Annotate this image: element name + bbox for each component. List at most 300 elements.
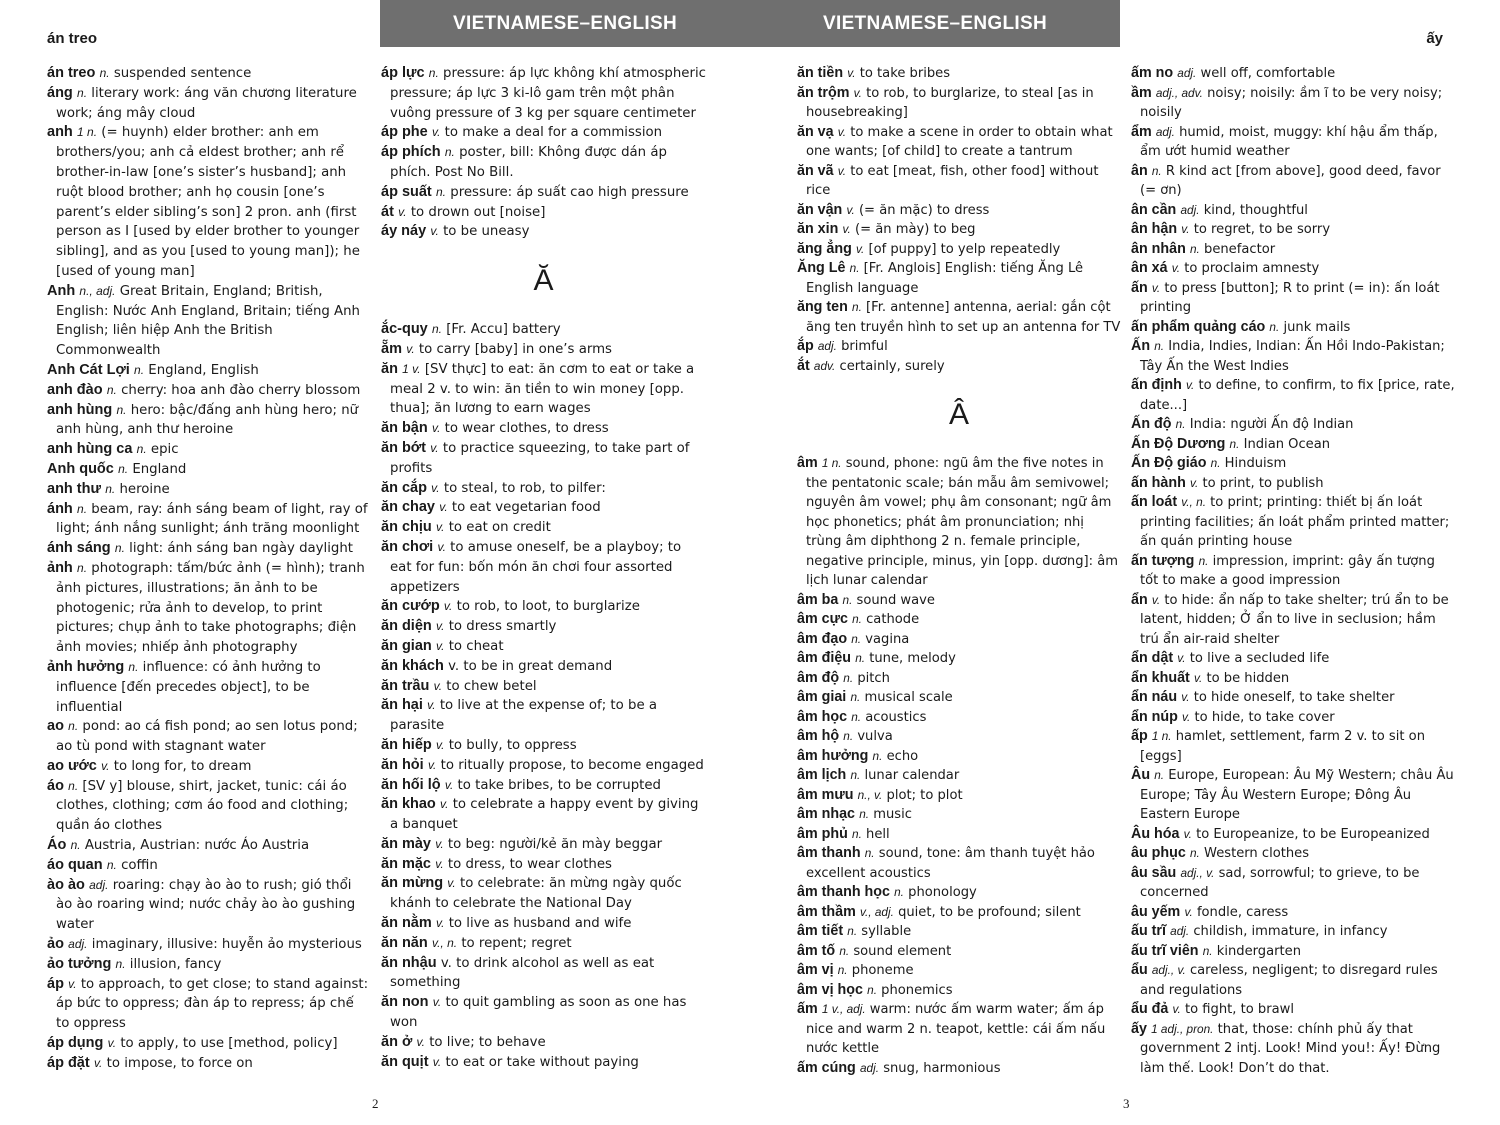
part-of-speech: n., v.	[857, 787, 883, 802]
headword: ăn mặc	[381, 855, 431, 872]
definition: to eat vegetarian food	[451, 500, 601, 516]
part-of-speech: v.	[1181, 690, 1190, 704]
definition: pitch	[857, 670, 890, 686]
headword: ăn cắp	[381, 479, 427, 496]
headword: ăn chay	[381, 499, 435, 516]
entry-group	[797, 454, 1121, 1078]
definition: kind, thoughtful	[1203, 202, 1308, 218]
definition: benefactor	[1204, 241, 1276, 257]
dictionary-entry	[381, 538, 706, 597]
headword: ảnh hưởng	[47, 658, 125, 675]
definition: quiet, to be profound; silent	[898, 904, 1081, 920]
headword: âm điệu	[797, 650, 852, 666]
definition: to Europeanize, to be Europeanized	[1196, 826, 1430, 842]
dictionary-entry	[1131, 942, 1456, 962]
part-of-speech: v.	[447, 876, 456, 891]
dictionary-entry	[47, 440, 371, 460]
definition: India: người Ấn độ Indian	[1189, 417, 1354, 432]
dictionary-entry	[1131, 591, 1456, 650]
dictionary-entry	[797, 747, 1121, 767]
definition: to drown out [noise]	[410, 204, 546, 220]
headword: ăn cướp	[381, 598, 440, 615]
dictionary-entry	[1131, 649, 1456, 669]
dictionary-entry	[1131, 708, 1456, 728]
part-of-speech: n.	[444, 145, 455, 160]
definition: fondle, caress	[1196, 904, 1289, 920]
headword: âm tố	[797, 942, 836, 959]
definition: to wear clothes, to dress	[444, 421, 609, 437]
part-of-speech: n.	[1151, 163, 1162, 178]
dictionary-entry	[1131, 64, 1456, 84]
dictionary-entry	[1131, 240, 1456, 260]
part-of-speech: n.	[1189, 241, 1200, 256]
part-of-speech: v.	[437, 539, 446, 554]
dictionary-entry	[381, 597, 706, 617]
headword: ăn hiếp	[381, 736, 432, 753]
dictionary-entry	[797, 123, 1121, 162]
dictionary-entry	[797, 805, 1121, 825]
part-of-speech: v.	[1183, 826, 1192, 841]
headword: âm hộ	[797, 728, 840, 744]
part-of-speech: adj., adv.	[1155, 85, 1203, 100]
headword: ẩm	[1131, 123, 1152, 140]
definition: tune, melody	[869, 651, 956, 666]
definition: coffin	[121, 857, 158, 873]
part-of-speech: n.	[134, 362, 145, 377]
dictionary-entry	[1131, 123, 1456, 162]
part-of-speech: n.	[128, 659, 139, 674]
part-of-speech: 1 adj., pron.	[1151, 1021, 1214, 1036]
headword: ăn vận	[797, 201, 843, 218]
right-page	[750, 0, 1500, 1125]
section-banner: VIETNAMESE–ENGLISH	[750, 0, 1120, 47]
dictionary-entry	[47, 717, 371, 757]
headword: ẩn náu	[1131, 689, 1178, 705]
part-of-speech: v.	[1151, 280, 1161, 295]
definition: [Fr. antenne] antenna, aerial: gắn cột ăng ten truyền hình to set up an antenna for TV	[806, 300, 1121, 335]
dictionary-entry	[381, 518, 706, 538]
letter-heading: Ă	[533, 264, 554, 298]
part-of-speech: n.	[843, 729, 854, 743]
headword: âm vị	[797, 962, 834, 978]
dictionary-entry	[381, 419, 706, 439]
headword: ăn mừng	[381, 875, 444, 892]
dictionary-entry	[47, 935, 371, 955]
dictionary-entry	[47, 460, 371, 480]
dictionary-entry	[47, 559, 371, 658]
definition: beam, ray: ánh sáng beam of light, ray of light; ánh nắng sunlight; ánh trăng moonlight	[56, 501, 368, 537]
headword: âm thanh	[797, 845, 861, 861]
dictionary-entry	[47, 480, 371, 500]
definition: to repent; regret	[461, 935, 572, 951]
dictionary-entry	[1131, 84, 1456, 123]
definition: sound element	[853, 943, 952, 959]
part-of-speech: v.	[406, 341, 415, 356]
part-of-speech: n.	[850, 768, 861, 782]
part-of-speech: 1 n.	[821, 456, 842, 470]
dictionary-entry	[797, 220, 1121, 240]
headword: âm hưởng	[797, 747, 869, 764]
definition: to hide: ẩn nấp to take shelter; trú ẩn to be latent, hidden; Ở ẩn to live in seclusion; hầm trú ẩn air-raid shelter	[1140, 592, 1449, 647]
dictionary-entry	[797, 240, 1121, 260]
headword: âm giai	[797, 689, 847, 705]
dictionary-entry	[1131, 435, 1456, 455]
definition: roaring: chạy ào ào to rush; gió thổi ào ào roaring wind; nước chảy ào ào gushing water	[56, 877, 356, 933]
part-of-speech: n.	[1198, 553, 1209, 568]
dictionary-entry	[381, 993, 706, 1033]
definition: certainly, surely	[839, 358, 945, 374]
definition: to eat [meat, fish, other food] without rice	[806, 163, 1099, 198]
headword: ầm	[1131, 84, 1152, 101]
headword: âm đạo	[797, 630, 848, 647]
part-of-speech: n.	[77, 85, 88, 100]
headword: ấm	[797, 1001, 818, 1017]
part-of-speech: n.	[1202, 943, 1213, 958]
dictionary-entry	[381, 795, 706, 835]
dictionary-entry	[47, 361, 371, 381]
part-of-speech: v.	[430, 224, 439, 239]
dictionary-entry	[381, 934, 706, 954]
definition: to proclaim amnesty	[1184, 261, 1320, 276]
dictionary-entry	[1131, 864, 1456, 903]
part-of-speech: n.	[1269, 319, 1280, 334]
dictionary-entry	[381, 479, 706, 499]
part-of-speech: v.	[1177, 651, 1186, 665]
dictionary-entry	[1131, 1000, 1456, 1020]
definition: acoustics	[865, 709, 927, 725]
headword: ấn	[1131, 279, 1148, 296]
dictionary-entry	[1131, 259, 1456, 279]
definition: phoneme	[851, 963, 914, 978]
dictionary-entry	[47, 975, 371, 1034]
headword: âu sầu	[1131, 864, 1177, 881]
entry-group	[381, 320, 706, 1072]
dictionary-entry	[47, 876, 371, 935]
definition: humid, moist, muggy: khí hậu ẩm thấp, ẩm ướt humid weather	[1140, 124, 1438, 159]
dictionary-entry	[47, 1054, 371, 1074]
part-of-speech: n.	[851, 631, 862, 646]
part-of-speech: 1 n.	[77, 125, 98, 140]
definition: to approach, to get close; to stand against: áp bức to oppress; đàn áp to repress; áp chế to oppress	[56, 976, 369, 1032]
part-of-speech: adj.	[817, 339, 837, 353]
part-of-speech: v.	[107, 1036, 117, 1051]
headword: anh hùng ca	[47, 441, 133, 458]
headword: áp suất	[381, 183, 432, 200]
headword: âm lịch	[797, 767, 847, 783]
dictionary-entry	[797, 844, 1121, 883]
dictionary-entry	[381, 143, 706, 183]
definition: to make a scene in order to obtain what one wants; [of child] to create a tantrum	[806, 124, 1113, 159]
part-of-speech: v.	[837, 163, 847, 178]
headword: âm độ	[797, 669, 840, 686]
dictionary-entry	[797, 64, 1121, 84]
dictionary-entry	[47, 658, 371, 717]
part-of-speech: n.	[1175, 417, 1186, 431]
headword: ấm cúng	[797, 1059, 856, 1076]
dictionary-entry	[381, 657, 706, 677]
definition: to steal, to rob, to pilfer:	[443, 480, 606, 496]
dictionary-entry	[47, 500, 371, 540]
part-of-speech: v.	[1186, 378, 1195, 392]
definition: to ritually propose, to become engaged	[440, 757, 704, 773]
part-of-speech: n.	[431, 322, 442, 337]
headword: ăn khách	[381, 657, 444, 674]
definition: warm: nước ấm warm water; ấm áp nice and warm 2 n. teapot, kettle: cái ấm nấu nước kettle	[806, 1002, 1106, 1056]
headword: Ấn độ	[1131, 416, 1172, 432]
headword: Ấn Độ Dương	[1131, 435, 1226, 452]
dictionary-entry	[381, 320, 706, 340]
part-of-speech: v.	[436, 638, 445, 653]
part-of-speech: v., n.	[1181, 495, 1206, 509]
dictionary-entry	[797, 454, 1121, 591]
headword: ăn chơi	[381, 538, 434, 555]
dictionary-entry	[381, 954, 706, 994]
dictionary-entry	[381, 756, 706, 776]
dictionary-entry	[1131, 669, 1456, 689]
dictionary-entry	[1131, 493, 1456, 552]
definition: to live at the expense of; to be a parasite	[390, 698, 657, 734]
dictionary-entry	[797, 591, 1121, 611]
definition: to be hidden	[1206, 670, 1290, 686]
definition: to make a deal for a commission	[444, 125, 663, 141]
definition: phonemics	[881, 982, 953, 998]
headword: ẩu đả	[1131, 1001, 1169, 1017]
headword: ao	[47, 718, 64, 735]
definition: vagina	[865, 631, 910, 647]
definition: to bully, to oppress	[448, 737, 577, 753]
headword: anh hùng	[47, 401, 113, 418]
dictionary-entry	[1131, 922, 1456, 942]
headword: ấu trĩ	[1131, 923, 1166, 939]
part-of-speech: v.	[1172, 1002, 1181, 1016]
definition: to live a secluded life	[1189, 651, 1330, 666]
headword: ăn non	[381, 994, 429, 1011]
part-of-speech: n.	[68, 778, 79, 793]
definition: careless, negligent; to disregard rules and regulations	[1140, 963, 1438, 998]
definition: v. to be in great demand	[448, 658, 613, 674]
part-of-speech: v.	[427, 757, 437, 772]
part-of-speech: n.	[859, 807, 870, 821]
dictionary-entry	[797, 259, 1121, 298]
dictionary-entry	[1131, 552, 1456, 591]
part-of-speech: adj.	[1155, 124, 1175, 139]
definition: influence: có ảnh hưởng to influence [đến precedes object], to be influential	[56, 659, 321, 715]
part-of-speech: v.	[1151, 592, 1161, 607]
definition: to practice squeezing, to take part of profits	[390, 440, 690, 476]
part-of-speech: n.	[106, 382, 117, 397]
headword: át	[381, 203, 394, 220]
headword: ắt	[797, 357, 810, 374]
headword: ánh sáng	[47, 540, 111, 557]
headword: ăn mày	[381, 835, 431, 852]
part-of-speech: n.	[894, 885, 904, 899]
definition: [Fr. Accu] battery	[446, 322, 561, 338]
definition: to regret, to be sorry	[1193, 222, 1331, 237]
dictionary-entry	[381, 637, 706, 657]
headword: âm cực	[797, 611, 848, 627]
headword: âm mưu	[797, 786, 854, 803]
dictionary-entry	[47, 777, 371, 836]
dictionary-entry	[797, 883, 1121, 903]
definition: well off, comfortable	[1200, 66, 1336, 81]
definition: music	[873, 807, 912, 822]
definition: echo	[886, 748, 919, 764]
headword: Anh	[47, 282, 76, 299]
part-of-speech: adj.	[1177, 66, 1197, 80]
headword: Áo	[47, 837, 67, 854]
headword: ẩu	[1131, 962, 1148, 978]
definition: noisy; noisily: ầm ĩ to be very noisy; noisily	[1140, 85, 1443, 120]
definition: to impose, to force on	[106, 1055, 253, 1071]
definition: junk mails	[1283, 319, 1351, 335]
part-of-speech: n.	[867, 982, 877, 997]
part-of-speech: v.	[430, 440, 439, 455]
part-of-speech: adj., v.	[1180, 865, 1215, 880]
headword: ấn phẩm quảng cáo	[1131, 318, 1266, 335]
entry-group	[381, 64, 706, 242]
dictionary-entry	[381, 736, 706, 756]
dictionary-entry	[47, 381, 371, 401]
definition: imaginary, illusive: huyễn ảo mysterious	[91, 937, 362, 953]
part-of-speech: v.	[435, 856, 444, 871]
dictionary-entry	[381, 696, 706, 736]
part-of-speech: v.	[431, 125, 441, 140]
part-of-speech: n.	[99, 66, 110, 80]
definition: sound, tone: âm thanh tuyệt hảo excellent acoustics	[806, 846, 1095, 881]
headword: ảnh	[47, 559, 73, 576]
dictionary-entry	[381, 360, 706, 419]
dictionary-entry	[381, 123, 706, 143]
headword: ao ước	[47, 757, 97, 774]
definition: to take bribes	[859, 66, 951, 81]
definition: to be uneasy	[443, 224, 530, 240]
definition: Europe, European: Âu Mỹ Western; châu Âu Europe; Tây Âu Western Europe; Đông Âu Eastern Europe	[1140, 768, 1454, 822]
part-of-speech: v.	[432, 995, 442, 1010]
definition: to celebrate a happy event by giving a banquet	[390, 797, 699, 833]
definition: snug, harmonious	[883, 1060, 1001, 1076]
part-of-speech: adj.	[1180, 202, 1200, 217]
part-of-speech: n.	[1210, 456, 1221, 470]
dictionary-entry	[1131, 318, 1456, 338]
headword: ăn khao	[381, 796, 436, 813]
dictionary-entry	[1131, 474, 1456, 494]
headword: âm tiết	[797, 923, 844, 939]
part-of-speech: n.	[118, 461, 129, 476]
definition: [SV y] blouse, shirt, jacket, tunic: cái áo clothes, clothing; cơm áo food and clothing; quần áo clothes	[56, 778, 349, 834]
headword: ăn nhậu	[381, 954, 437, 971]
part-of-speech: n.	[1189, 846, 1200, 860]
definition: to print, to publish	[1202, 475, 1324, 491]
part-of-speech: v.	[1193, 670, 1203, 685]
part-of-speech: v.	[846, 202, 855, 217]
headword: ăn bớt	[381, 439, 426, 456]
part-of-speech: v.	[837, 124, 847, 139]
definition: childish, immature, in infancy	[1193, 924, 1388, 939]
headword: ăn hại	[381, 697, 423, 714]
headword: ắp	[797, 338, 814, 354]
headword: âu yếm	[1131, 903, 1181, 920]
part-of-speech: adj.	[859, 1060, 880, 1075]
guide-word: ấy	[1426, 30, 1443, 47]
definition: to print; printing: thiết bị ấn loát printing facilities; ấn loát phẩm printed matter; ấn quán printing house	[1140, 495, 1450, 549]
definition: cathode	[866, 612, 920, 627]
definition: brimful	[841, 339, 888, 354]
definition: to quit gambling as soon as one has won	[390, 995, 687, 1031]
headword: Âu hóa	[1131, 825, 1180, 842]
headword: âm ba	[797, 591, 839, 608]
part-of-speech: n.	[428, 66, 439, 80]
part-of-speech: v.	[439, 500, 448, 515]
definition: to live as husband and wife	[448, 916, 632, 932]
headword: ăn trầu	[381, 677, 430, 694]
part-of-speech: n.	[114, 541, 125, 556]
dictionary-entry	[381, 855, 706, 875]
dictionary-entry	[1131, 162, 1456, 201]
headword: âm vị học	[797, 981, 863, 998]
definition: plot; to plot	[886, 787, 963, 803]
dictionary-entry	[1131, 279, 1456, 318]
definition: (= ăn mặc) to dress	[858, 202, 990, 218]
part-of-speech: n.	[68, 719, 79, 734]
dictionary-entry	[1131, 844, 1456, 864]
part-of-speech: v.	[101, 758, 110, 773]
part-of-speech: v., adj.	[859, 904, 894, 919]
headword: áp lực	[381, 65, 425, 81]
dictionary-entry	[47, 1034, 371, 1054]
dictionary-entry	[381, 776, 706, 796]
definition: kindergarten	[1216, 943, 1301, 959]
definition: pressure: áp suất cao high pressure	[450, 184, 689, 200]
dictionary-entry	[381, 835, 706, 855]
part-of-speech: v.	[433, 678, 443, 693]
part-of-speech: v.	[1181, 222, 1190, 236]
headword: âm thầm	[797, 903, 856, 920]
part-of-speech: v.	[93, 1055, 103, 1070]
page-number: 3	[1123, 1096, 1130, 1111]
headword: ăn ở	[381, 1033, 413, 1050]
headword: ăn xin	[797, 221, 839, 237]
definition: lunar calendar	[864, 768, 960, 783]
dictionary-entry	[1131, 376, 1456, 415]
dictionary-entry	[797, 162, 1121, 201]
headword: áo quan	[47, 856, 103, 873]
part-of-speech: n.	[852, 612, 862, 626]
dictionary-entry	[797, 201, 1121, 221]
dictionary-entry	[381, 183, 706, 203]
part-of-speech: v.	[416, 1034, 425, 1049]
definition: impression, imprint: gây ấn tượng tốt to make a good impression	[1140, 553, 1435, 588]
definition: to dress, to wear clothes	[447, 856, 612, 872]
definition: to chew betel	[446, 678, 537, 694]
headword: ăng ten	[797, 299, 848, 315]
dictionary-entry	[381, 874, 706, 914]
definition: to rob, to burglarize, to steal [as in housebreaking]	[806, 85, 1094, 120]
dictionary-entry	[381, 203, 706, 223]
definition: England	[132, 461, 187, 477]
part-of-speech: n.	[77, 501, 88, 516]
part-of-speech: n.	[106, 857, 117, 872]
headword: ân hận	[1131, 221, 1178, 237]
definition: epic	[150, 442, 179, 458]
definition: literary work: áng văn chương literature work; áng mây cloud	[56, 85, 357, 121]
definition: to fight, to brawl	[1185, 1002, 1294, 1017]
section-banner: VIETNAMESE–ENGLISH	[380, 0, 750, 47]
headword: ăn trộm	[797, 84, 850, 101]
definition: that, those: chính phủ ấy that government 2 intj. Look! Mind you!: Ấy! Đừng làm thế. Look! Don’t do that.	[1140, 1021, 1441, 1076]
part-of-speech: n.	[864, 846, 875, 860]
dictionary-entry	[797, 903, 1121, 923]
entry-column	[47, 64, 371, 1074]
